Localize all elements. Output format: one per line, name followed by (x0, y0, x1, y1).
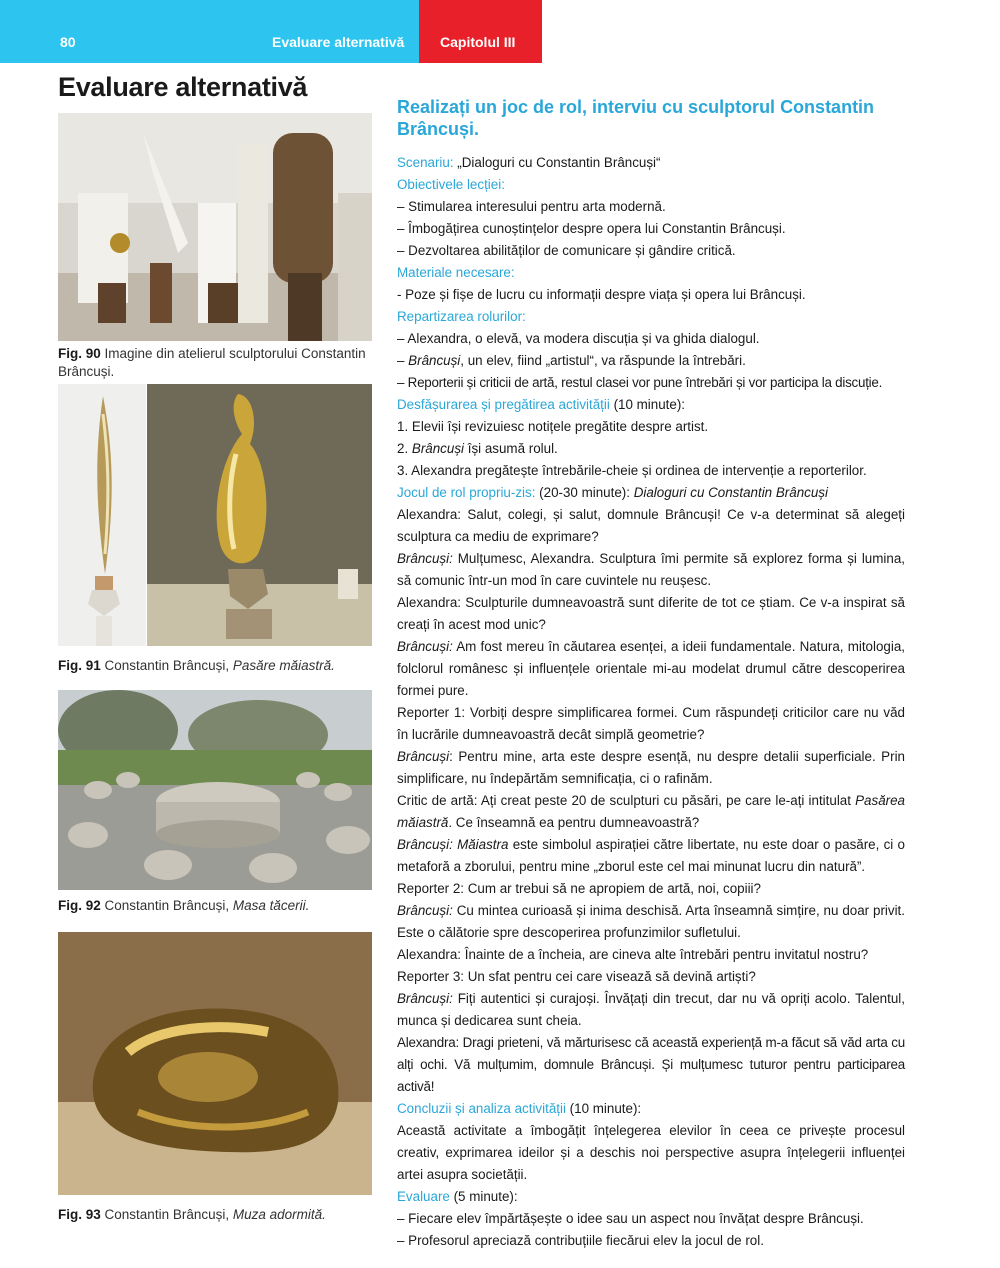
activity-heading: Realizați un joc de rol, interviu cu sculptorul Constantin Brâncuși. (397, 97, 875, 139)
dialogue-speaker: Critic de artă: (397, 793, 478, 808)
dialogue-speaker: Brâncuși: (397, 903, 453, 918)
dialogue-speaker: Alexandra: (397, 595, 462, 610)
dialogue-line (397, 746, 905, 790)
dialogue-line (397, 966, 905, 988)
dialogue-text: Fiți autentici și curajoși. Învățați din trecut, dar nu vă opriți acolo. Talentul, munca și dedicarea sunt cheia. (397, 991, 905, 1028)
dialogue-speaker: Brâncuși: (397, 639, 453, 654)
dialogue-speaker: Brâncuși: (397, 551, 453, 566)
dialogue-line (397, 834, 905, 878)
figure-92-work: Masa tăcerii. (232, 898, 310, 913)
conclusions-text: Această activitate a îmbogățit înțelegerea elevilor în ceea ce privește procesul creativ, exprimarea ideilor și a deschis noi perspective asupra înțelegerii influenței artei asupra societății. (397, 1123, 905, 1182)
dialogue-text: Ați creat peste 20 de sculpturi cu păsări, pe care le-ați intitulat (477, 793, 856, 808)
page-number: 80 (60, 34, 76, 50)
lesson-content (397, 96, 905, 1252)
figure-91-work: Pasăre măiastră. (232, 658, 335, 673)
dialogue-text: Am fost mereu în căutarea esenței, a ideii fundamentale. Natura, mitologia, folclorul românesc și influențele orientale mi-au modelat drumul către descoperirea formei pure. (397, 639, 905, 698)
prep-step-number: 2. (397, 441, 412, 456)
figure-90-label: Fig. 90 (58, 346, 101, 361)
role-prefix: – (397, 353, 409, 368)
dialogue-text: Un sfat pentru cei care visează să devină artiști? (464, 969, 756, 984)
prep-line (397, 394, 905, 416)
dialogue-text: Dragi prieteni, vă mărturisesc că această experiență m-a făcut să văd arta cu alți ochi. Vă mulțumim, domnule Brâncuși. Și mulțumesc tuturor pentru participarea activă! (397, 1035, 905, 1094)
figure-91-label: Fig. 91 (58, 658, 101, 673)
materials-label: Materiale necesare: (397, 265, 515, 280)
objective-item: – Îmbogățirea cunoștințelor despre opera lui Constantin Brâncuși. (397, 221, 786, 236)
prep-step: 3. Alexandra pregătește întrebările-cheie și ordinea de intervenție a reporterilor. (397, 463, 867, 478)
dialogue-text: Vorbiți despre simplificarea formei. Cum răspundeți criticilor care nu văd în lucrările dumneavoastră decât simplă geometrie? (397, 705, 905, 742)
scenario-text: „Dialoguri cu Constantin Brâncuși“ (453, 155, 661, 170)
dialogue-line (397, 944, 905, 966)
roleplay-time: (20-30 minute): (535, 485, 634, 500)
role-item: – Alexandra, o elevă, va modera discuția și va ghida dialogul. (397, 331, 760, 346)
prep-time: (10 minute): (609, 397, 686, 412)
evaluation-line (397, 1186, 905, 1208)
dialogue-text: Sculpturile dumneavoastră sunt diferite de tot ce știam. Ce v-a inspirat să creați în acest mod unic? (397, 595, 905, 632)
dialogue-line (397, 504, 905, 548)
dialogue-text: Salut, colegi, și salut, domnule Brâncuși! Ce v-a determinat să alegeți sculptura ca mediu de exprimare? (397, 507, 905, 544)
dialogue-line (397, 900, 905, 944)
figure-91-caption (58, 657, 376, 675)
role-text: , un elev, fiind „artistul“, va răspunde la întrebări. (460, 353, 746, 368)
scenario-label: Scenariu: (397, 155, 454, 170)
evaluation-item: – Fiecare elev împărtășește o idee sau un aspect nou învățat despre Brâncuși. (397, 1211, 864, 1226)
evaluation-label: Evaluare (397, 1189, 450, 1204)
dialogue-speaker: Reporter 2: (397, 881, 464, 896)
dialogue-speaker: Brâncuși: Măiastra (397, 837, 509, 852)
dialogue-text: Cu mintea curioasă și inima deschisă. Arta înseamnă simțire, nu doar privit. Este o călătorie spre descoperirea profunzimilor sufletului. (397, 903, 905, 940)
dialogue-text: : Pentru mine, arta este despre esență, nu despre detalii superficiale. Prin simplificare, nu îndepărtăm semnificația, ci o rafinăm. (397, 749, 905, 786)
figure-92-caption (58, 897, 376, 915)
dialogue-speaker: Alexandra: (397, 1035, 460, 1050)
dialogue-speaker: Brâncuși (397, 749, 450, 764)
roleplay-title: Dialoguri cu Constantin Brâncuși (633, 485, 828, 500)
dialogue-line (397, 636, 905, 702)
dialogue-line (397, 988, 905, 1032)
dialogue-line (397, 878, 905, 900)
header-band (0, 0, 419, 63)
roleplay-label: Jocul de rol propriu-zis: (397, 485, 536, 500)
dialogue-artwork-title: Pasărea măiastră (397, 793, 905, 830)
dialogue-text: . Ce înseamnă ea pentru dumneavoastră? (448, 815, 700, 830)
dialogue-text: Înainte de a încheia, are cineva alte întrebări pentru invitatul nostru? (461, 947, 869, 962)
figure-maiastra-photos (58, 384, 372, 646)
dialogue-speaker: Alexandra: (397, 507, 462, 522)
figure-atelier-photo (58, 113, 372, 341)
page-title: Evaluare alternativă (58, 72, 308, 102)
role-item: – Reporterii și criticii de artă, restul clasei vor pune întrebări și vor participa la discuție. (397, 375, 883, 390)
dialogue-line (397, 702, 905, 746)
scenario-line (397, 152, 905, 174)
objective-item: – Dezvoltarea abilităților de comunicare și gândire critică. (397, 243, 736, 258)
prep-step: 1. Elevii își revizuiesc notițele pregătite despre artist. (397, 419, 709, 434)
roleplay-line (397, 482, 905, 504)
dialogue-speaker: Alexandra: (397, 947, 462, 962)
dialogue-line (397, 1032, 905, 1098)
dialogue-line (397, 592, 905, 636)
figure-91-text: Constantin Brâncuși, (104, 658, 230, 673)
dialogue-speaker: Brâncuși: (397, 991, 453, 1006)
dialogue-line (397, 790, 905, 834)
evaluation-time: (5 minute): (449, 1189, 518, 1204)
dialogue-text: este simbolul aspirației către libertate, nu este doar o pasăre, ci o metaforă a zborului, pentru mine „zborul este cel mai minunat lucru din natură”. (397, 837, 905, 874)
prep-step (397, 438, 905, 460)
figure-masa-tacerii-photo (58, 690, 372, 890)
dialogue-text: Cum ar trebui să ne apropiem de artă, noi, copiii? (464, 881, 761, 896)
conclusions-line (397, 1098, 905, 1120)
figure-92-text: Constantin Brâncuși, (104, 898, 230, 913)
figure-93-work: Muza adormită. (232, 1207, 326, 1222)
prep-label: Desfășurarea și pregătirea activității (397, 397, 610, 412)
header-chapter: Capitolul III (440, 34, 516, 50)
prep-step-text: își asumă rolul. (464, 441, 558, 456)
conclusions-label: Concluzii și analiza activității (397, 1101, 566, 1116)
prep-step-name: Brâncuși (411, 441, 464, 456)
dialogue-speaker: Reporter 1: (397, 705, 466, 720)
chapter-tab (419, 0, 542, 63)
figure-90-caption (58, 345, 376, 381)
role-name: Brâncuși (408, 353, 461, 368)
figure-92-label: Fig. 92 (58, 898, 101, 913)
materials-text: - Poze și fișe de lucru cu informații despre viața și opera lui Brâncuși. (397, 287, 806, 302)
dialogue-text: Mulțumesc, Alexandra. Sculptura îmi permite să explorez forma și lumina, să comunic într-un mod în care cuvintele nu reușesc. (397, 551, 905, 588)
evaluation-item: – Profesorul apreciază contribuțiile fiecărui elev la jocul de rol. (397, 1233, 764, 1248)
figure-muza-adormita-photo (58, 932, 372, 1195)
figure-93-caption (58, 1206, 376, 1224)
figure-93-label: Fig. 93 (58, 1207, 101, 1222)
dialogue-line (397, 548, 905, 592)
role-item (397, 350, 905, 372)
objectives-label: Obiectivele lecției: (397, 177, 505, 192)
figure-93-text: Constantin Brâncuși, (104, 1207, 230, 1222)
header-section-title: Evaluare alternativă (272, 34, 405, 50)
figure-90-text: Imagine din atelierul sculptorului Constantin Brâncuși. (58, 346, 366, 379)
dialogue-speaker: Reporter 3: (397, 969, 464, 984)
objective-item: – Stimularea interesului pentru arta modernă. (397, 199, 666, 214)
roles-label: Repartizarea rolurilor: (397, 309, 526, 324)
conclusions-time: (10 minute): (565, 1101, 642, 1116)
